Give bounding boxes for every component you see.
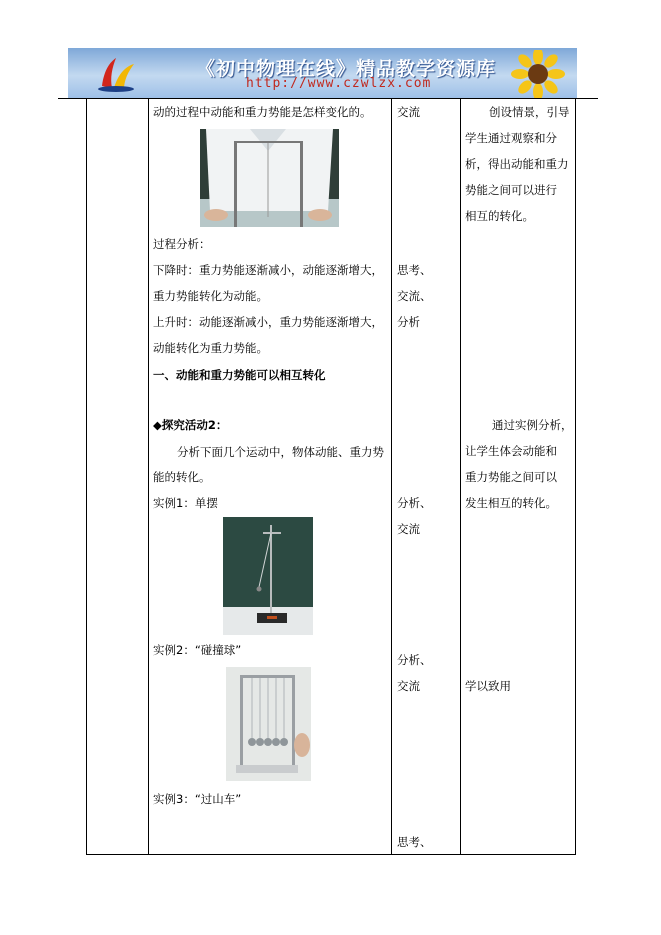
design-intent-1-line-5: 相互的转化。 [465,209,534,223]
example-2-label: 实例2：“碰撞球” [153,643,242,657]
column-divider-2 [391,98,392,855]
banner-url: http://www.czwlzx.com [246,76,432,91]
design-intent-2-line-2: 让学生体会动能和 [465,444,557,458]
site-logo-icon [94,56,138,92]
design-intent-1-line-3: 析，得出动能和重力 [465,157,569,171]
student-activity-8: 交流 [397,679,420,693]
student-activity-3: 交流、 [397,289,432,303]
design-intent-2-line-3: 重力势能之间可以 [465,470,557,484]
banner-title: 《初中物理在线》精品教学资源库 [196,58,497,80]
intro-line: 动的过程中动能和重力势能是怎样变化的。 [153,105,372,119]
student-activity-7: 分析、 [397,653,432,667]
ascending-line-1: 上升时：动能逐渐减小，重力势能逐渐增大， [153,315,383,329]
activity-description-2: 能的转化。 [153,470,211,484]
student-activity-5: 分析、 [397,496,432,510]
student-activity-2: 思考、 [397,263,432,277]
header-banner [68,48,577,98]
design-intent-1-line-2: 学生通过观察和分 [465,131,557,145]
newton-cradle-photo [226,667,311,781]
design-intent-3-line-1: 学以致用 [465,679,511,693]
design-intent-1-line-4: 势能之间可以进行 [465,183,557,197]
simple-pendulum-image [223,517,313,635]
activity-title: ◆探究活动2： [153,418,228,432]
design-intent-1-line-1: 创设情景，引导 [489,105,570,119]
sunflower-icon [509,50,567,98]
student-activity-1: 交流 [397,105,420,119]
example-1-label: 实例1：单摆 [153,496,218,510]
table-top-border [58,98,598,99]
column-divider-1 [148,98,149,855]
design-intent-2-line-1: 通过实例分析， [492,418,573,432]
design-intent-2-line-4: 发生相互的转化。 [465,496,557,510]
demo-photo [200,129,339,227]
table-right-border [575,98,576,855]
table-bottom-border [86,854,576,855]
student-activity-6: 交流 [397,522,420,536]
table-left-border [86,98,87,855]
activity-description-1: 分析下面几个运动中，物体动能、重力势 [177,445,384,459]
descending-line-1: 下降时：重力势能逐渐减小，动能逐渐增大， [153,263,383,277]
ascending-line-2: 动能转化为重力势能。 [153,341,268,355]
column-divider-3 [460,98,461,855]
example-3-label: 实例3：“过山车” [153,792,242,806]
student-activity-4: 分析 [397,315,420,329]
pendulum-photo [223,517,313,635]
conclusion-heading: 一、动能和重力势能可以相互转化 [153,368,326,382]
student-activity-9: 思考、 [397,835,432,849]
process-heading: 过程分析： [153,237,211,251]
newton-cradle-image [226,667,311,781]
teacher-pendulum-image [200,129,339,227]
descending-line-2: 重力势能转化为动能。 [153,289,268,303]
